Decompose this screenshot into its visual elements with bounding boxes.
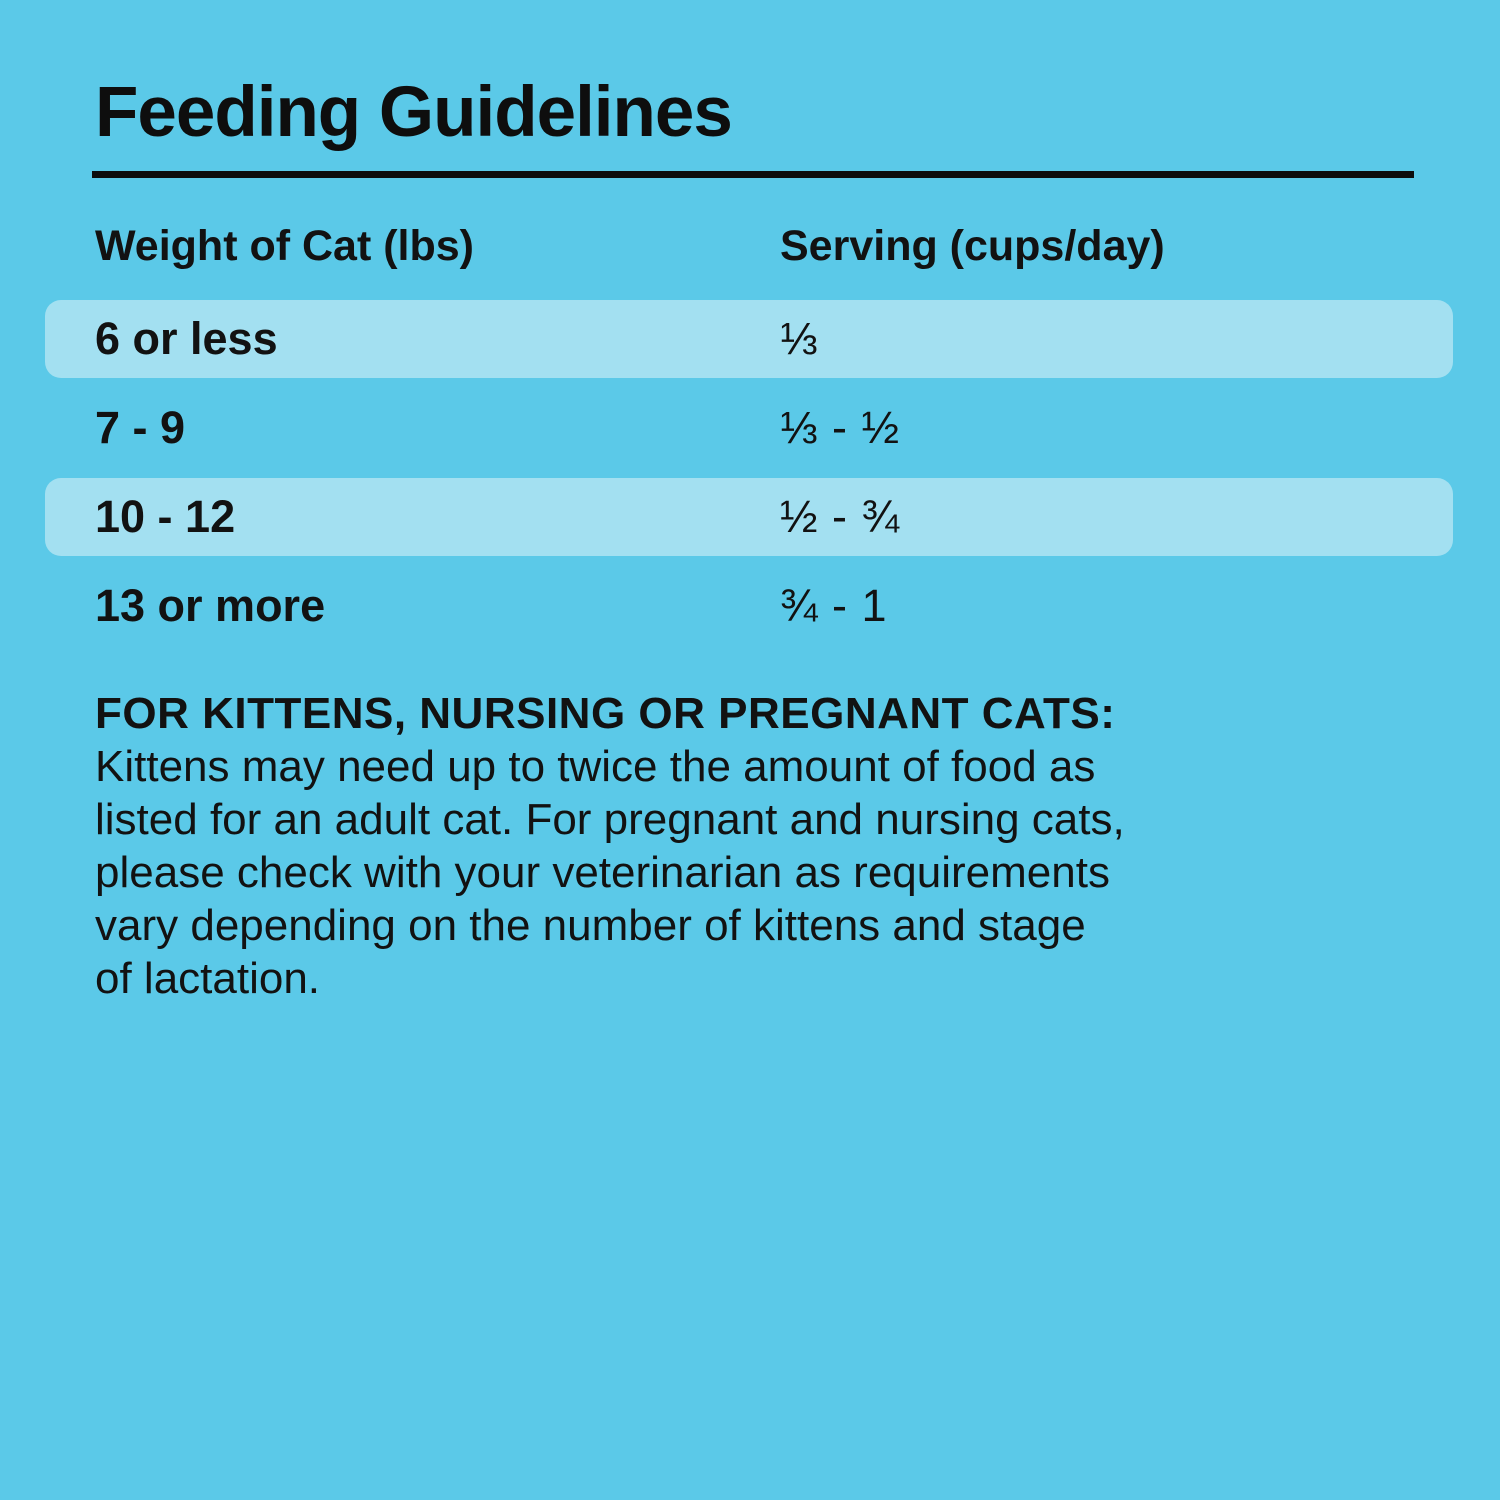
note-text-line: please check with your veterinarian as requirements [95, 848, 1110, 897]
feeding-table [0, 224, 1500, 645]
table-header-row [95, 224, 1405, 269]
serving-cell: ⅓ - ½ [780, 402, 901, 453]
note-text-line: listed for an adult cat. For pregnant and nursing cats, [95, 795, 1125, 844]
serving-cell: ½ - ¾ [780, 491, 901, 542]
table-row [45, 389, 1453, 467]
weight-cell: 10 - 12 [95, 491, 236, 542]
kittens-note [95, 687, 1405, 1005]
weight-cell: 6 or less [95, 313, 278, 364]
title-divider [92, 171, 1414, 178]
serving-cell: ⅓ [780, 313, 819, 364]
table-row [45, 478, 1453, 556]
weight-cell: 7 - 9 [95, 402, 186, 453]
column-header-weight: Weight of Cat (lbs) [95, 222, 475, 270]
note-text-line: vary depending on the number of kittens and stage [95, 901, 1086, 950]
weight-cell: 13 or more [95, 580, 326, 631]
note-text-line: of lactation. [95, 954, 321, 1003]
page-title: Feeding Guidelines [95, 73, 732, 152]
note-heading: FOR KITTENS, NURSING OR PREGNANT CATS: [95, 689, 1116, 738]
table-body [0, 300, 1500, 645]
note-text-line: Kittens may need up to twice the amount of food as [95, 742, 1096, 791]
table-row [45, 567, 1453, 645]
serving-cell: ¾ - 1 [780, 580, 888, 631]
column-header-serving: Serving (cups/day) [780, 222, 1165, 270]
table-row [45, 300, 1453, 378]
